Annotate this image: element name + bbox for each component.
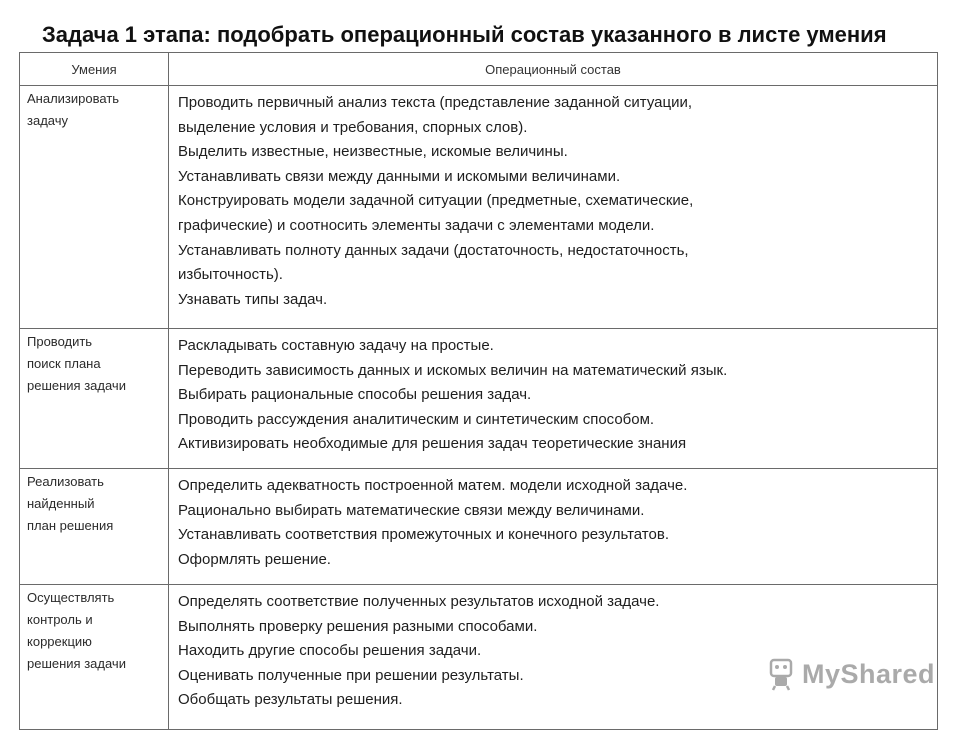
skill-line: план решения <box>27 518 114 533</box>
operation-line: Устанавливать соответствия промежуточных и конечного результатов. <box>178 526 669 544</box>
operation-line: Рационально выбирать математические связи между величинами. <box>178 501 645 519</box>
table-row <box>20 469 938 585</box>
operation-line: Проводить первичный анализ текста (представление заданной ситуации, <box>178 94 693 111</box>
operation-line: Устанавливать полноту данных задачи (достаточность, недостаточность, <box>178 241 689 259</box>
skill-line: коррекцию <box>27 634 92 649</box>
skill-cell <box>20 469 169 585</box>
skills-table <box>19 52 938 730</box>
skill-cell <box>20 585 169 730</box>
operation-line: Определить адекватность построенной матем. модели исходной задаче. <box>178 477 688 494</box>
skill-line: Реализовать <box>27 474 104 489</box>
operation-line: Выделить известные, неизвестные, искомые величины. <box>178 143 568 161</box>
skill-cell <box>20 329 169 469</box>
table-header-row <box>20 53 938 86</box>
operation-line: графические) и соотносить элементы задачи с элементами модели. <box>178 216 655 234</box>
header-skills: Умения <box>20 53 169 86</box>
skill-cell <box>20 86 169 329</box>
page-title: Задача 1 этапа: подобрать операционный состав указанного в листе умения <box>42 22 887 47</box>
operation-line: Оформлять решение. <box>178 550 331 568</box>
operations-cell <box>169 86 938 329</box>
skill-line: найденный <box>27 496 95 511</box>
skill-line: контроль и <box>27 612 93 627</box>
operations-cell <box>169 469 938 585</box>
operation-line: Выполнять проверку решения разными способами. <box>178 617 538 635</box>
operation-line: Устанавливать связи между данными и искомыми величинами. <box>178 167 621 185</box>
operation-line: Переводить зависимость данных и искомых величин на математический язык. <box>178 361 728 379</box>
skill-line: поиск плана <box>27 356 101 371</box>
operation-line: Определять соответствие полученных результатов исходной задаче. <box>178 593 660 610</box>
operation-line: Выбирать рациональные способы решения задач. <box>178 386 532 404</box>
operation-line: Конструировать модели задачной ситуации (предметные, схематические, <box>178 192 694 210</box>
skill-line: Анализировать <box>27 91 120 106</box>
operation-line: выделение условия и требования, спорных слов). <box>178 118 528 136</box>
operation-line: избыточность). <box>178 266 283 284</box>
table-row <box>20 86 938 329</box>
skill-line: задачу <box>27 113 68 128</box>
operation-line: Проводить рассуждения аналитическим и синтетическим способом. <box>178 410 655 428</box>
operation-line: Оценивать полученные при решении результаты. <box>178 666 524 684</box>
watermark-text: MyShared <box>802 658 936 689</box>
operations-cell <box>169 329 938 469</box>
mascot-icon <box>766 657 796 691</box>
operation-line: Раскладывать составную задачу на простые. <box>178 337 494 354</box>
table-row <box>20 329 938 469</box>
skill-line: решения задачи <box>27 378 126 393</box>
skill-line: решения задачи <box>27 656 126 671</box>
operation-line: Активизировать необходимые для решения задач теоретические знания <box>178 435 687 453</box>
operation-line: Узнавать типы задач. <box>178 290 328 308</box>
watermark <box>766 656 935 692</box>
header-operations: Операционный состав <box>169 53 938 86</box>
operation-line: Находить другие способы решения задачи. <box>178 642 482 660</box>
operation-line: Обобщать результаты решения. <box>178 691 403 709</box>
skill-line: Проводить <box>27 334 93 349</box>
skill-line: Осуществлять <box>27 590 115 605</box>
